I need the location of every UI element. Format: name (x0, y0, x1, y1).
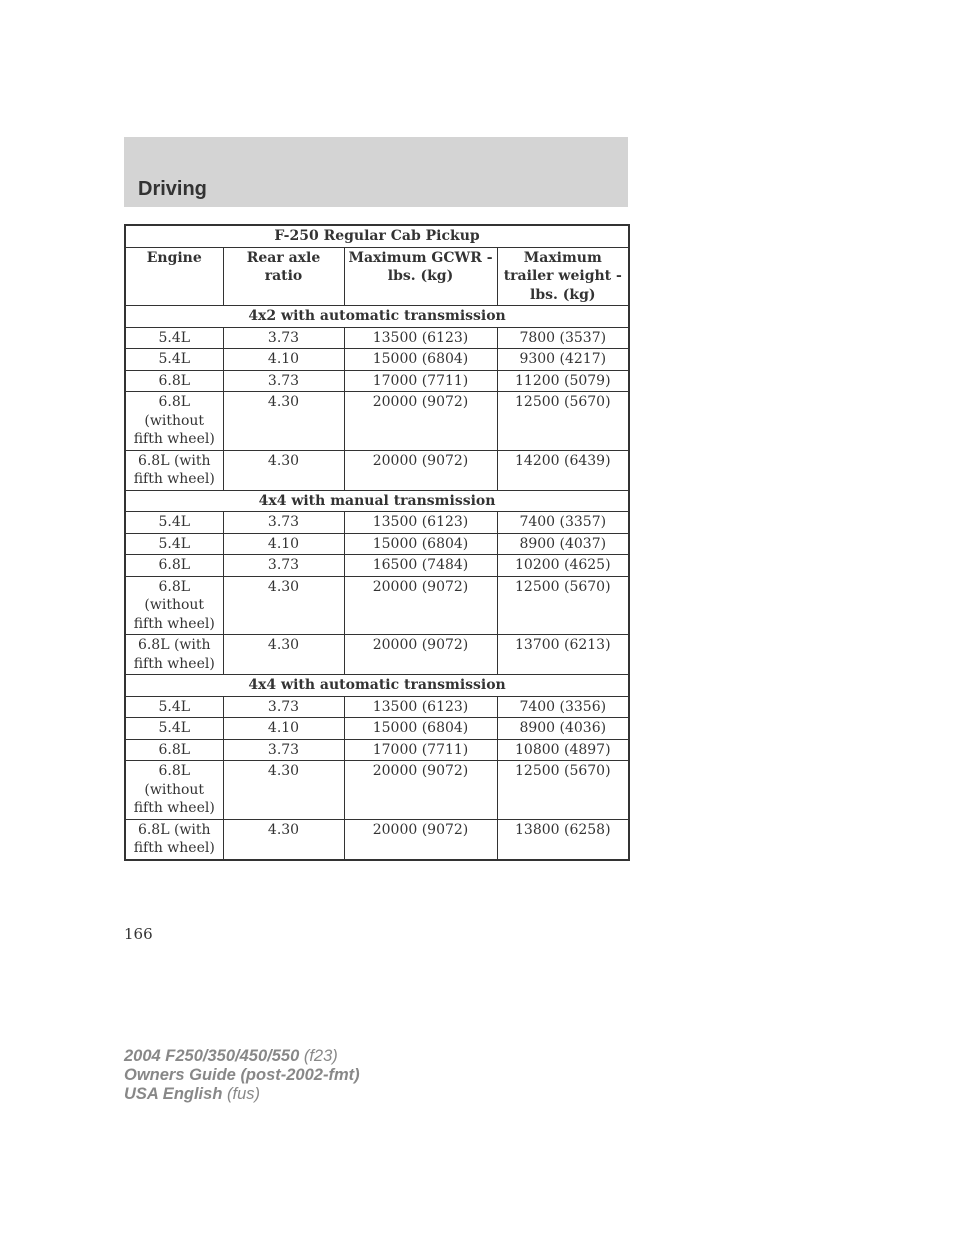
towing-spec-table (124, 224, 630, 861)
table-cell: 20000 (9072) (344, 450, 497, 490)
table-cell: 5.4L (125, 327, 223, 349)
table-title: F-250 Regular Cab Pickup (125, 225, 629, 247)
table-cell: 8900 (4036) (497, 718, 629, 740)
table-cell: 10200 (4625) (497, 555, 629, 577)
table-cell: 5.4L (125, 533, 223, 555)
table-cell: 13700 (6213) (497, 635, 629, 675)
table-row (125, 533, 629, 555)
table-cell: 4.30 (223, 819, 344, 860)
table-row (125, 512, 629, 534)
table-cell: 9300 (4217) (497, 349, 629, 371)
table-cell: 15000 (6804) (344, 718, 497, 740)
table-cell: 12500 (5670) (497, 761, 629, 820)
table-cell: 3.73 (223, 370, 344, 392)
table-cell: 6.8L (with fifth wheel) (125, 635, 223, 675)
table-cell: 20000 (9072) (344, 392, 497, 451)
table-cell: 6.8L (125, 739, 223, 761)
table-cell: 4.30 (223, 392, 344, 451)
table-row (125, 635, 629, 675)
table-cell: 5.4L (125, 696, 223, 718)
table-row (125, 327, 629, 349)
table-cell: 17000 (7711) (344, 370, 497, 392)
footer-guide: Owners Guide (post-2002-fmt) (124, 1066, 360, 1084)
table-cell: 6.8L (125, 555, 223, 577)
table-cell: 20000 (9072) (344, 819, 497, 860)
table-cell: 20000 (9072) (344, 576, 497, 635)
table-cell: 4.30 (223, 761, 344, 820)
table-cell: 15000 (6804) (344, 349, 497, 371)
table-body (125, 306, 629, 860)
table-cell: 3.73 (223, 739, 344, 761)
table-cell: 13500 (6123) (344, 327, 497, 349)
table-cell: 5.4L (125, 349, 223, 371)
table-row (125, 349, 629, 371)
column-header: Maximum GCWR - lbs. (kg) (344, 247, 497, 306)
group-label: 4x4 with automatic transmission (125, 675, 629, 697)
table-row (125, 370, 629, 392)
table-row (125, 576, 629, 635)
group-row (125, 490, 629, 512)
table-cell: 6.8L (without fifth wheel) (125, 761, 223, 820)
footer-language: USA English (124, 1085, 223, 1103)
table-cell: 3.73 (223, 555, 344, 577)
table-row (125, 718, 629, 740)
table-cell: 14200 (6439) (497, 450, 629, 490)
footer-language-code: (fus) (227, 1085, 260, 1103)
table-cell: 3.73 (223, 696, 344, 718)
table-cell: 13800 (6258) (497, 819, 629, 860)
section-title: Driving (138, 178, 207, 200)
table-cell: 7800 (3537) (497, 327, 629, 349)
group-label: 4x4 with manual transmission (125, 490, 629, 512)
table-cell: 4.10 (223, 349, 344, 371)
table-cell: 4.30 (223, 576, 344, 635)
table-cell: 6.8L (without fifth wheel) (125, 576, 223, 635)
table-cell: 16500 (7484) (344, 555, 497, 577)
group-label: 4x2 with automatic transmission (125, 306, 629, 328)
section-header (124, 137, 628, 207)
table-cell: 12500 (5670) (497, 576, 629, 635)
table-cell: 13500 (6123) (344, 512, 497, 534)
footer-model-code: (f23) (303, 1047, 338, 1065)
table-row (125, 696, 629, 718)
table-row (125, 819, 629, 860)
column-header: Maximum trailer weight - lbs. (kg) (497, 247, 629, 306)
table-cell: 4.10 (223, 533, 344, 555)
table-cell: 20000 (9072) (344, 635, 497, 675)
table-row (125, 450, 629, 490)
table-cell: 12500 (5670) (497, 392, 629, 451)
footer-model: 2004 F250/350/450/550 (124, 1047, 300, 1065)
document-footer (124, 1047, 360, 1104)
table-cell: 5.4L (125, 512, 223, 534)
table-row (125, 761, 629, 820)
table-cell: 5.4L (125, 718, 223, 740)
footer-line-model (124, 1047, 360, 1066)
table-cell: 13500 (6123) (344, 696, 497, 718)
table-cell: 6.8L (with fifth wheel) (125, 450, 223, 490)
footer-line-language (124, 1085, 360, 1104)
table-header-row (125, 247, 629, 306)
table-cell: 4.30 (223, 635, 344, 675)
table-cell: 3.73 (223, 327, 344, 349)
column-header: Rear axle ratio (223, 247, 344, 306)
table-cell: 15000 (6804) (344, 533, 497, 555)
table-cell: 20000 (9072) (344, 761, 497, 820)
table-cell: 7400 (3356) (497, 696, 629, 718)
page-number: 166 (124, 925, 153, 943)
table-cell: 17000 (7711) (344, 739, 497, 761)
group-row (125, 306, 629, 328)
table-cell: 3.73 (223, 512, 344, 534)
table-cell: 10800 (4897) (497, 739, 629, 761)
table-cell: 6.8L (with fifth wheel) (125, 819, 223, 860)
table-cell: 4.30 (223, 450, 344, 490)
table-row (125, 739, 629, 761)
table-cell: 7400 (3357) (497, 512, 629, 534)
table-cell: 8900 (4037) (497, 533, 629, 555)
table-row (125, 555, 629, 577)
table-cell: 6.8L (125, 370, 223, 392)
table-row (125, 392, 629, 451)
column-header: Engine (125, 247, 223, 306)
table-cell: 11200 (5079) (497, 370, 629, 392)
group-row (125, 675, 629, 697)
table-cell: 6.8L (without fifth wheel) (125, 392, 223, 451)
table-cell: 4.10 (223, 718, 344, 740)
